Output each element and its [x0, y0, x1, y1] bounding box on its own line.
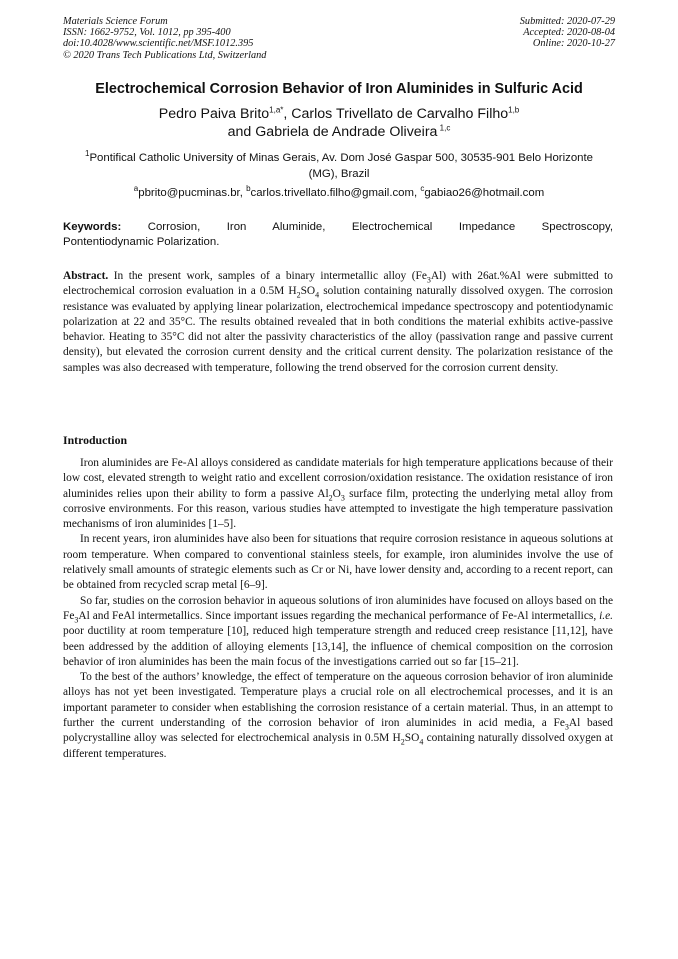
keywords-line: [63, 220, 613, 235]
email-link[interactable]: gabiao26@hotmail.com: [424, 187, 545, 199]
affiliation-text: Pontifical Catholic University of Minas Gerais, Av. Dom José Gaspar 500, 30535-901 Belo Horizonte (MG), Brazil: [89, 152, 593, 180]
abstract-label: Abstract.: [63, 270, 109, 282]
author-emails: [40, 186, 638, 201]
author-name: Carlos Trivellato de Carvalho Filho: [291, 106, 509, 122]
keywords-text: Corrosion, Iron Aluminide, Electrochemical Impedance Spectroscopy,: [121, 221, 613, 233]
email-mark: b: [246, 184, 251, 194]
journal-issn: ISSN: 1662-9752, Vol. 1012, pp 395-400: [63, 27, 231, 39]
paragraph: In recent years, iron aluminides have also been for situations that require corrosion resistance in aqueous solutions at room temperature. When compared to conventional stainless steels, for example, iron aluminides involve the use of relatively small amounts of strategic elements such as Cr or Ni, have lower density and, according to a recent report, can be obtained from recycled scrap metal [6–9].: [63, 533, 613, 592]
abstract-text: In the present work, samples of a binary intermetallic alloy (Fe: [108, 270, 427, 282]
online-date: Online: 2020-10-27: [532, 38, 615, 50]
email-mark: a: [133, 184, 139, 194]
keywords: [63, 220, 613, 250]
author-affiliation-mark: 1,c: [437, 123, 451, 133]
affiliation-mark: 1: [85, 149, 90, 159]
abstract: [63, 269, 613, 376]
subscript: 2: [296, 290, 301, 300]
paragraph: So far, studies on the corrosion behavior in aqueous solutions of iron aluminides have focused on alloys based on the $Fe_3Al$ and FeAl intermetallics. Since important issues regarding the mechanical performance of Fe-Al intermetallics, i.e. poor ductility at room temperature [10], reduced high temperature strength and reduced creep resistance [11,12], have been addressed by the addition of alloying elements [13,14], the influence of chemical composition on the corrosion behavior of iron aluminides has been the main focus of the investigations carried out so far [15–21].: [63, 594, 613, 668]
section-heading-introduction: Introduction: [63, 433, 128, 447]
author-name: Pedro Paiva Brito: [158, 106, 270, 122]
journal-header-left: [63, 16, 266, 61]
paragraph: Iron aluminides are Fe-Al alloys considered as candidate materials for high temperature applications because of their low cost, elevated strength to weight ratio and excellent corrosion/oxidation resistance. The oxidation resistance of iron aluminides relies upon their ability to form a passive $Al_2O_3$ surface film, protecting the underlying metal alloy from corrosive environments. For this reason, various studies have attempted to investigate the high temperature passivation mechanisms of iron aluminides [1–5].: [63, 457, 613, 531]
author-affiliation-mark: 1,b: [508, 105, 520, 115]
author-affiliation-mark: 1,a*: [269, 105, 284, 115]
subscript: 3: [426, 275, 431, 285]
journal-header-right: [520, 16, 615, 50]
author-conjunction: and: [227, 124, 256, 140]
journal-copyright: © 2020 Trans Tech Publications Ltd, Switzerland: [63, 49, 267, 61]
keywords-text-cont: Pontentiodynamic Polarization.: [63, 236, 220, 248]
email-link[interactable]: pbrito@pucminas.br,: [138, 187, 247, 199]
author-separator: ,: [283, 106, 292, 122]
author-name: Gabriela de Andrade Oliveira: [255, 124, 438, 140]
journal-doi[interactable]: doi:10.4028/www.scientific.net/MSF.1012.395: [63, 38, 254, 50]
submitted-date: Submitted: 2020-07-29: [519, 16, 615, 27]
paragraph: To the best of the authors’ knowledge, the effect of temperature on the aqueous corrosion behavior of iron aluminide alloys has not yet been investigated. Temperature plays a crucial role on all electrochemical processes, and it is an important parameter to consider when establishing the corrosion resistance of a certain material. Thus, in an attempt to further the current understanding of the corrosion behavior of iron aluminides in acid media, a $Fe_3Al$ based polycrystalline alloy was selected for electrochemical analysis in 0.5M $H_2SO_4$ containing naturally dissolved oxygen at different temperatures.: [63, 671, 613, 760]
introduction-body: [63, 456, 613, 762]
italic-term: i.e.: [599, 609, 613, 622]
abstract-text: solution containing naturally dissolved oxygen. The corrosion resistance was evaluated by applying linear polarization, electrochemical impedance spectroscopy and potentiodynamic polarization at 22 and 35°C. The results obtained revealed that in both conditions the material exhibits active-passive behavior. Heating to 35°C did not alter the passivity characteristics of the alloy (passivation range and passive current density), but elevated the corrosion current density and the critical current density. The polarization resistance of the samples was also decreased with temperature, following the trend observed for the corrosion current density.: [63, 285, 613, 374]
subscript: 4: [315, 290, 320, 300]
abstract-text: Al) with 26at.%Al were submitted to electrochemical corrosion evaluation in a 0.5M H: [63, 270, 613, 298]
affiliation: [75, 151, 603, 182]
email-mark: c: [420, 184, 425, 194]
abstract-text: SO: [300, 285, 316, 298]
author-list: [40, 105, 638, 141]
keywords-label: Keywords:: [63, 221, 122, 233]
email-link[interactable]: carlos.trivellato.filho@gmail.com,: [250, 187, 421, 199]
accepted-date: Accepted: 2020-08-04: [523, 27, 615, 39]
paper-title: Electrochemical Corrosion Behavior of Iron Aluminides in Sulfuric Acid: [95, 81, 583, 97]
journal-name: Materials Science Forum: [63, 16, 168, 27]
